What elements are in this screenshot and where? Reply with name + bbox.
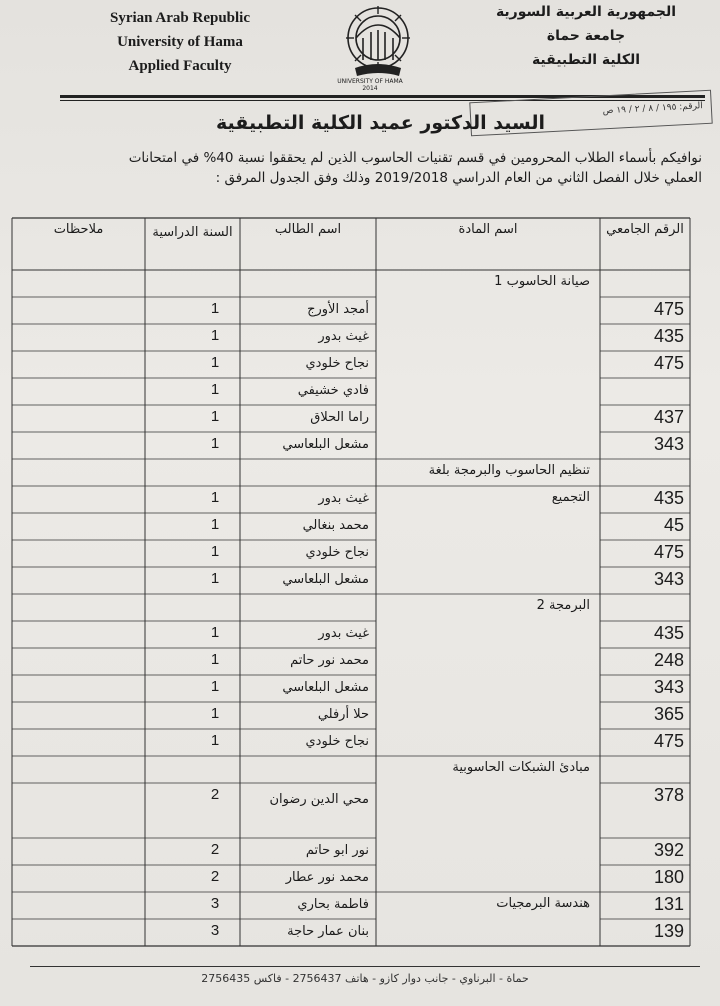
row-course: هندسة البرمجيات — [496, 896, 590, 911]
row-student: محي الدين رضوان — [269, 792, 369, 807]
row-year: 1 — [210, 435, 220, 452]
footer-address: حماة - البرناوي - جانب دوار كازو - هاتف 2756437 - فاكس 2756435 — [201, 972, 529, 985]
row-id: 435 — [653, 326, 684, 346]
row-id: 475 — [653, 731, 684, 751]
row-id: 475 — [653, 353, 684, 373]
row-student: فاطمة بحاري — [297, 897, 369, 912]
row-id: 378 — [653, 785, 684, 805]
row-student: حلا أرفلي — [317, 707, 369, 722]
row-id: 435 — [653, 623, 684, 643]
row-id: 343 — [653, 677, 684, 697]
stamp-text: الرقم: ١٩٥ / ٨ / ٢ / ١٩ ص — [602, 101, 704, 117]
row-course: التجميع — [551, 490, 590, 505]
intro-line-1: نوافيكم بأسماء الطلاب المحرومين في قسم تقنيات الحاسوب الذين لم يحققوا نسبة 40% في امتحانات — [128, 150, 702, 166]
letter-title: السيد الدكتور عميد الكلية التطبيقية — [215, 112, 545, 134]
header-id: الرقم الجامعي — [606, 222, 684, 237]
row-student: نجاح خلودي — [305, 545, 369, 560]
header-course: اسم المادة — [458, 222, 518, 237]
row-student: غيث بدور — [318, 329, 369, 344]
header-year: السنة الدراسية — [152, 225, 233, 240]
row-id: 365 — [653, 704, 684, 724]
row-student: محمد نور عطار — [285, 870, 369, 885]
row-id: 45 — [663, 515, 684, 535]
row-year: 1 — [210, 651, 220, 668]
row-id: 437 — [653, 407, 684, 427]
row-year: 1 — [210, 732, 220, 749]
row-year: 1 — [210, 300, 220, 317]
header-ar-line-3: الكلية التطبيقية — [531, 52, 641, 68]
row-year: 1 — [210, 678, 220, 695]
row-id: 475 — [653, 299, 684, 319]
row-year: 1 — [210, 381, 220, 398]
header-en-line-2: University of Hama — [117, 34, 243, 50]
row-id: 343 — [653, 434, 684, 454]
row-course: مبادئ الشبكات الحاسوبية — [452, 760, 590, 775]
intro-line-2: العملي خلال الفصل الثاني من العام الدراسي 2019/2018 وذلك وفق الجدول المرفق : — [215, 170, 702, 186]
row-student: نور ابو حاتم — [305, 843, 369, 858]
header-en-line-1: Syrian Arab Republic — [109, 10, 251, 26]
letter-intro — [22, 148, 702, 188]
row-student: غيث بدور — [318, 626, 369, 641]
row-year: 1 — [210, 327, 220, 344]
header-english — [60, 6, 300, 78]
row-id: 343 — [653, 569, 684, 589]
row-year: 1 — [210, 408, 220, 425]
row-id: 475 — [653, 542, 684, 562]
row-year: 1 — [210, 516, 220, 533]
row-course: صيانة الحاسوب 1 — [494, 274, 590, 289]
row-id: 131 — [653, 894, 684, 914]
row-course: تنظيم الحاسوب والبرمجة بلغة — [428, 463, 590, 478]
row-student: فادي خشيفي — [297, 383, 369, 398]
logo-caption: UNIVERSITY OF HAMA 2014 — [337, 78, 403, 92]
row-student: راما الحلاق — [310, 410, 369, 425]
row-year: 2 — [210, 868, 220, 885]
row-student: أمجد الأورج — [307, 302, 369, 317]
header-ar-line-2: جامعة حماة — [546, 28, 626, 44]
row-year: 2 — [210, 841, 220, 858]
row-year: 3 — [210, 895, 220, 912]
row-id: 139 — [653, 921, 684, 941]
row-student: مشعل البلعاسي — [282, 572, 369, 587]
header-ar-line-1: الجمهورية العربية السورية — [495, 4, 677, 20]
row-year: 1 — [210, 570, 220, 587]
footer-divider — [30, 966, 700, 967]
row-id: 435 — [653, 488, 684, 508]
header-notes: ملاحظات — [53, 222, 104, 237]
row-student: نجاح خلودي — [305, 734, 369, 749]
row-year: 1 — [210, 705, 220, 722]
row-year: 1 — [210, 354, 220, 371]
row-course: البرمجة 2 — [536, 598, 590, 613]
header-arabic — [466, 0, 706, 72]
row-student: مشعل البلعاسي — [282, 437, 369, 452]
row-year: 1 — [210, 624, 220, 641]
row-student: غيث بدور — [318, 491, 369, 506]
row-student: نجاح خلودي — [305, 356, 369, 371]
row-student: مشعل البلعاسي — [282, 680, 369, 695]
row-year: 1 — [210, 489, 220, 506]
row-student: محمد نور حاتم — [290, 653, 369, 668]
row-id: 180 — [653, 867, 684, 887]
row-year: 3 — [210, 922, 220, 939]
row-year: 1 — [210, 543, 220, 560]
row-id: 248 — [653, 650, 684, 670]
header-student: اسم الطالب — [274, 222, 342, 237]
header-en-line-3: Applied Faculty — [128, 58, 232, 74]
row-id: 392 — [653, 840, 684, 860]
row-student: بنان عمار حاجة — [287, 924, 369, 939]
row-student: محمد بنغالي — [302, 518, 369, 533]
row-year: 2 — [210, 786, 220, 803]
